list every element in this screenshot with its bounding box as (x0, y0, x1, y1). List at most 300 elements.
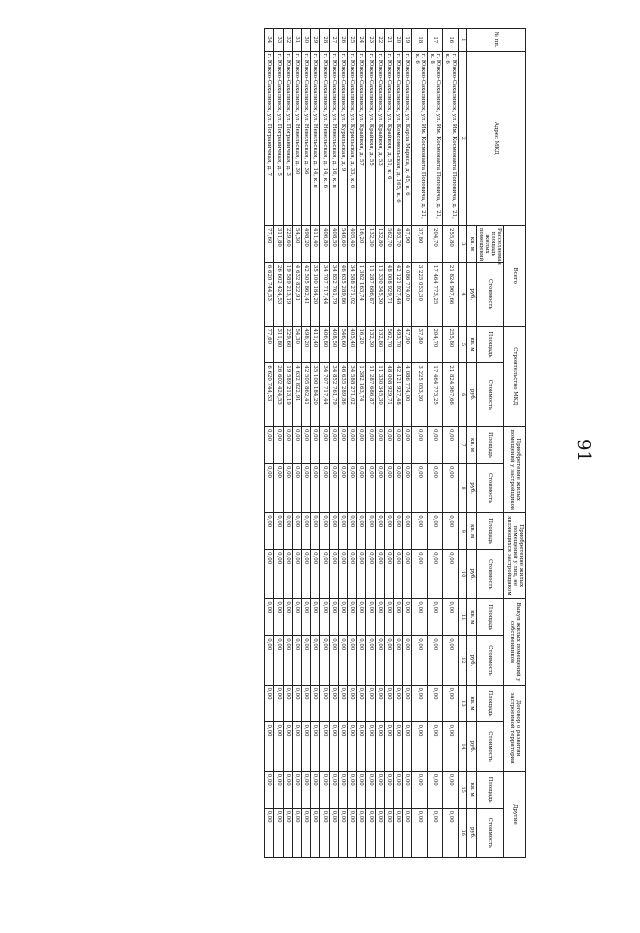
column-number: 4 (458, 262, 467, 326)
zero-value: 0,00 (384, 722, 393, 771)
zero-value: 0,00 (329, 808, 338, 857)
zero-value: 0,00 (338, 599, 347, 636)
table-row (443, 29, 458, 858)
zero-value: 0,00 (320, 722, 329, 771)
construction-area: 132,30 (366, 326, 375, 363)
header-other: Другие (504, 771, 526, 857)
zero-value: 0,00 (283, 550, 292, 599)
zero-value: 0,00 (320, 427, 329, 464)
zero-value: 0,00 (338, 771, 347, 808)
zero-value: 0,00 (394, 771, 403, 808)
header-cost: Стоимость (476, 808, 504, 857)
total-cost: 21 824 967,66 (443, 262, 458, 326)
construction-cost: 48 008 929,71 (384, 363, 393, 427)
zero-value: 0,00 (301, 685, 310, 722)
zero-value: 0,00 (357, 599, 366, 636)
zero-value: 0,00 (403, 685, 412, 722)
header-address: Адрес МКД (467, 51, 526, 225)
zero-value: 0,00 (375, 808, 384, 857)
column-number: 12 (458, 636, 467, 685)
total-area: 37,80 (412, 225, 427, 262)
construction-area: 204,70 (427, 326, 442, 363)
zero-value: 0,00 (274, 463, 283, 512)
zero-value: 0,00 (329, 771, 338, 808)
zero-value: 0,00 (384, 463, 393, 512)
table-row (311, 29, 320, 858)
total-area: 132,30 (366, 225, 375, 262)
construction-area: 54,30 (292, 326, 301, 363)
column-number-row (458, 29, 467, 858)
zero-value: 0,00 (311, 771, 320, 808)
row-number: 28 (320, 29, 329, 52)
construction-area: 132,80 (375, 326, 384, 363)
total-area: 311,80 (274, 225, 283, 262)
zero-value: 0,00 (301, 427, 310, 464)
column-number: 11 (458, 599, 467, 636)
zero-value: 0,00 (375, 685, 384, 722)
zero-value: 0,00 (412, 513, 427, 550)
zero-value: 0,00 (274, 771, 283, 808)
header-area: Площадь (476, 599, 504, 636)
header-resettled-area: Расселяемая площадь жилых помещений (476, 225, 504, 262)
total-area: 498,20 (301, 225, 310, 262)
construction-area: 562,70 (384, 326, 393, 363)
construction-cost: 11 330 345,30 (375, 363, 384, 427)
header-area: Площадь (476, 326, 504, 363)
zero-value: 0,00 (427, 771, 442, 808)
zero-value: 0,00 (274, 427, 283, 464)
zero-value: 0,00 (274, 722, 283, 771)
zero-value: 0,00 (283, 685, 292, 722)
column-number: 6 (458, 363, 467, 427)
construction-cost: 6 620 744,53 (265, 363, 274, 427)
zero-value: 0,00 (311, 808, 320, 857)
zero-value: 0,00 (292, 685, 301, 722)
column-number: 14 (458, 722, 467, 771)
column-number: 2 (458, 51, 467, 225)
total-area: 562,70 (384, 225, 393, 262)
row-number: 22 (375, 29, 384, 52)
header-cost: Стоимость (476, 463, 504, 512)
zero-value: 0,00 (329, 427, 338, 464)
column-number: 3 (458, 225, 467, 262)
construction-area: 493,70 (394, 326, 403, 363)
row-number: 17 (427, 29, 442, 52)
row-address: г. Южно-Сахалинск, ул. Им. Космонавта Поповича, д. 21, к. 8 (427, 51, 442, 225)
zero-value: 0,00 (265, 513, 274, 550)
zero-value: 0,00 (403, 808, 412, 857)
table-row (320, 29, 329, 858)
row-address: г. Южно-Сахалинск, ул. Невельская, д. 16, к. в (329, 51, 338, 225)
zero-value: 0,00 (338, 427, 347, 464)
construction-cost: 42 121 927,48 (394, 363, 403, 427)
zero-value: 0,00 (412, 463, 427, 512)
total-area: 408,50 (329, 225, 338, 262)
unit-cost: руб. (467, 463, 476, 512)
zero-value: 0,00 (301, 550, 310, 599)
construction-area: 311,80 (274, 326, 283, 363)
total-cost: 48 008 929,71 (384, 262, 393, 326)
header-area: Площадь (476, 513, 504, 550)
column-number: 8 (458, 463, 467, 512)
row-number: 24 (357, 29, 366, 52)
column-number: 9 (458, 513, 467, 550)
total-cost: 35 100 184,20 (311, 262, 320, 326)
zero-value: 0,00 (347, 722, 356, 771)
zero-value: 0,00 (427, 636, 442, 685)
row-number: 33 (274, 29, 283, 52)
zero-value: 0,00 (329, 463, 338, 512)
column-number: 10 (458, 550, 467, 599)
zero-value: 0,00 (366, 771, 375, 808)
construction-cost: 46 635 289,86 (338, 363, 347, 427)
zero-value: 0,00 (274, 599, 283, 636)
table-row (329, 29, 338, 858)
zero-value: 0,00 (311, 550, 320, 599)
unit-cost: руб. (467, 808, 476, 857)
zero-value: 0,00 (320, 550, 329, 599)
zero-value: 0,00 (375, 599, 384, 636)
zero-value: 0,00 (329, 513, 338, 550)
total-area: 405,40 (347, 225, 356, 262)
row-number: 27 (329, 29, 338, 52)
row-number: 31 (292, 29, 301, 52)
zero-value: 0,00 (292, 550, 301, 599)
zero-value: 0,00 (384, 513, 393, 550)
zero-value: 0,00 (311, 599, 320, 636)
zero-value: 0,00 (384, 685, 393, 722)
total-cost: 34 852 761,79 (329, 262, 338, 326)
row-address: г. Южно-Сахалинск, ул. Невельская, д. 14, к. в (311, 51, 320, 225)
unit-area: кв. м (467, 685, 476, 722)
construction-area: 411,40 (311, 326, 320, 363)
zero-value: 0,00 (292, 771, 301, 808)
unit-cost: руб. (467, 363, 476, 427)
zero-value: 0,00 (274, 550, 283, 599)
zero-value: 0,00 (301, 636, 310, 685)
zero-value: 0,00 (320, 685, 329, 722)
table-row (375, 29, 384, 858)
total-area: 77,60 (265, 225, 274, 262)
zero-value: 0,00 (292, 599, 301, 636)
zero-value: 0,00 (366, 685, 375, 722)
zero-value: 0,00 (394, 463, 403, 512)
table-row (292, 29, 301, 858)
table-row (283, 29, 292, 858)
zero-value: 0,00 (403, 463, 412, 512)
row-number: 26 (338, 29, 347, 52)
zero-value: 0,00 (292, 427, 301, 464)
zero-value: 0,00 (338, 550, 347, 599)
row-address: г. Южно-Сахалинск, ул. Пограничная, д. 7 (265, 51, 274, 225)
zero-value: 0,00 (357, 636, 366, 685)
row-address: г. Южно-Сахалинск, ул. Курильская, д. 33, к. 6 (347, 51, 356, 225)
zero-value: 0,00 (375, 550, 384, 599)
column-number: 13 (458, 685, 467, 722)
zero-value: 0,00 (366, 463, 375, 512)
zero-value: 0,00 (274, 808, 283, 857)
zero-value: 0,00 (283, 463, 292, 512)
zero-value: 0,00 (427, 808, 442, 857)
zero-value: 0,00 (301, 599, 310, 636)
zero-value: 0,00 (347, 550, 356, 599)
header-area: Площадь (476, 685, 504, 722)
zero-value: 0,00 (427, 427, 442, 464)
zero-value: 0,00 (311, 636, 320, 685)
table-row (274, 29, 283, 858)
zero-value: 0,00 (301, 463, 310, 512)
row-address: г. Южно-Сахалинск, ул. Комсомольская, д. 165, к. 6 (394, 51, 403, 225)
construction-cost: 4 632 822,91 (292, 363, 301, 427)
table-row (347, 29, 356, 858)
total-cost: 46 635 289,86 (338, 262, 347, 326)
total-area: 493,70 (394, 225, 403, 262)
zero-value: 0,00 (412, 771, 427, 808)
resettlement-table (264, 28, 526, 858)
zero-value: 0,00 (347, 513, 356, 550)
column-number: 15 (458, 771, 467, 808)
column-number: 1 (458, 29, 467, 52)
zero-value: 0,00 (311, 513, 320, 550)
zero-value: 0,00 (427, 513, 442, 550)
total-area: 132,80 (375, 225, 384, 262)
zero-value: 0,00 (265, 685, 274, 722)
zero-value: 0,00 (403, 550, 412, 599)
zero-value: 0,00 (347, 636, 356, 685)
table-row (394, 29, 403, 858)
unit-area: кв. м (467, 326, 476, 363)
zero-value: 0,00 (394, 550, 403, 599)
row-address: г. Южно-Сахалинск, ул. Крайняя, д. 57 (357, 51, 366, 225)
total-area: 16,20 (357, 225, 366, 262)
row-number: 19 (403, 29, 412, 52)
row-address: г. Южно-Сахалинск, ул. Пограничная, д. 5 (274, 51, 283, 225)
construction-cost: 19 589 213,19 (283, 363, 292, 427)
row-address: г. Южно-Сахалинск, ул. Невельская, д. 36 (301, 51, 310, 225)
zero-value: 0,00 (301, 771, 310, 808)
zero-value: 0,00 (403, 513, 412, 550)
zero-value: 0,00 (394, 636, 403, 685)
total-cost: 42 505 862,41 (301, 262, 310, 326)
zero-value: 0,00 (366, 513, 375, 550)
row-number: 29 (311, 29, 320, 52)
zero-value: 0,00 (357, 463, 366, 512)
rotated-table-sheet (36, 28, 526, 933)
zero-value: 0,00 (394, 808, 403, 857)
construction-cost: 3 225 053,30 (412, 363, 427, 427)
construction-cost: 1 382 163,74 (357, 363, 366, 427)
zero-value: 0,00 (338, 636, 347, 685)
zero-value: 0,00 (403, 771, 412, 808)
construction-area: 255,80 (443, 326, 458, 363)
zero-value: 0,00 (320, 463, 329, 512)
zero-value: 0,00 (320, 636, 329, 685)
zero-value: 0,00 (375, 427, 384, 464)
zero-value: 0,00 (403, 722, 412, 771)
zero-value: 0,00 (311, 463, 320, 512)
construction-cost: 34 588 271,02 (347, 363, 356, 427)
construction-area: 16,20 (357, 326, 366, 363)
row-number: 23 (366, 29, 375, 52)
row-number: 34 (265, 29, 274, 52)
zero-value: 0,00 (338, 685, 347, 722)
total-cost: 4 086 774,00 (403, 262, 412, 326)
zero-value: 0,00 (301, 722, 310, 771)
zero-value: 0,00 (265, 722, 274, 771)
total-cost: 1 382 163,74 (357, 262, 366, 326)
zero-value: 0,00 (320, 599, 329, 636)
total-cost: 11 330 345,30 (375, 262, 384, 326)
zero-value: 0,00 (384, 427, 393, 464)
zero-value: 0,00 (301, 513, 310, 550)
total-area: 229,60 (283, 225, 292, 262)
construction-cost: 26 602 424,53 (274, 363, 283, 427)
total-area: 54,30 (292, 225, 301, 262)
zero-value: 0,00 (338, 722, 347, 771)
row-address: г. Южно-Сахалинск, ул. Им. Космонавта Поповича, д. 21, к. 6 (443, 51, 458, 225)
zero-value: 0,00 (347, 463, 356, 512)
column-number: 7 (458, 427, 467, 464)
zero-value: 0,00 (366, 722, 375, 771)
construction-area: 546,60 (338, 326, 347, 363)
unit-area: кв. м (467, 599, 476, 636)
unit-area: кв. м (467, 225, 476, 262)
zero-value: 0,00 (384, 771, 393, 808)
zero-value: 0,00 (265, 427, 274, 464)
total-area: 406,80 (320, 225, 329, 262)
zero-value: 0,00 (427, 463, 442, 512)
zero-value: 0,00 (283, 599, 292, 636)
page-number: 91 (572, 439, 594, 462)
row-address: г. Южно-Сахалинск, ул. Курильская, д. 9 (338, 51, 347, 225)
construction-cost: 11 287 686,87 (366, 363, 375, 427)
total-area: 546,60 (338, 225, 347, 262)
zero-value: 0,00 (338, 513, 347, 550)
zero-value: 0,00 (443, 550, 458, 599)
row-address: г. Южно-Сахалинск, ул. Карла Маркса, д. 45, к. 6 (403, 51, 412, 225)
table-row (384, 29, 393, 858)
zero-value: 0,00 (403, 599, 412, 636)
zero-value: 0,00 (301, 808, 310, 857)
zero-value: 0,00 (443, 636, 458, 685)
zero-value: 0,00 (292, 808, 301, 857)
total-area: 47,90 (403, 225, 412, 262)
row-address: г. Южно-Сахалинск, ул. Крайняя, д. 51, к. 6 (384, 51, 393, 225)
header-acq-developers: Приобретение жилых помещений у застройщиков (504, 427, 526, 513)
zero-value: 0,00 (292, 513, 301, 550)
row-number: 16 (443, 29, 458, 52)
zero-value: 0,00 (403, 636, 412, 685)
zero-value: 0,00 (366, 427, 375, 464)
zero-value: 0,00 (427, 722, 442, 771)
total-cost: 4 632 822,91 (292, 262, 301, 326)
zero-value: 0,00 (394, 427, 403, 464)
zero-value: 0,00 (347, 771, 356, 808)
unit-area: кв. м (467, 427, 476, 464)
zero-value: 0,00 (274, 636, 283, 685)
header-no: № пп. (467, 29, 526, 52)
table-row (403, 29, 412, 858)
header-buyout: Выкуп жилых помещений у собственников (504, 599, 526, 685)
unit-area: кв. м (467, 513, 476, 550)
zero-value: 0,00 (375, 513, 384, 550)
total-area: 204,70 (427, 225, 442, 262)
unit-area: кв. м (467, 771, 476, 808)
construction-area: 406,80 (320, 326, 329, 363)
total-cost: 26 602 424,53 (274, 262, 283, 326)
zero-value: 0,00 (403, 427, 412, 464)
construction-cost: 35 100 184,20 (311, 363, 320, 427)
zero-value: 0,00 (375, 463, 384, 512)
zero-value: 0,00 (329, 636, 338, 685)
zero-value: 0,00 (347, 599, 356, 636)
zero-value: 0,00 (347, 808, 356, 857)
zero-value: 0,00 (443, 771, 458, 808)
construction-cost: 17 464 773,25 (427, 363, 442, 427)
zero-value: 0,00 (283, 513, 292, 550)
zero-value: 0,00 (366, 599, 375, 636)
header-acq-not-developers: Приобретение жилых помещений у лиц, не являющихся застройщиком (504, 513, 526, 599)
zero-value: 0,00 (338, 808, 347, 857)
zero-value: 0,00 (394, 722, 403, 771)
zero-value: 0,00 (366, 636, 375, 685)
row-number: 20 (394, 29, 403, 52)
header-cost: Стоимость (476, 550, 504, 599)
total-cost: 11 287 686,87 (366, 262, 375, 326)
zero-value: 0,00 (384, 636, 393, 685)
zero-value: 0,00 (375, 771, 384, 808)
zero-value: 0,00 (412, 685, 427, 722)
row-number: 21 (384, 29, 393, 52)
zero-value: 0,00 (412, 722, 427, 771)
zero-value: 0,00 (283, 427, 292, 464)
zero-value: 0,00 (265, 771, 274, 808)
total-cost: 3 225 053,30 (412, 262, 427, 326)
total-cost: 34 588 271,02 (347, 262, 356, 326)
unit-cost: руб. (467, 722, 476, 771)
zero-value: 0,00 (320, 808, 329, 857)
table-body (265, 29, 458, 858)
unit-cost: руб. (467, 550, 476, 599)
zero-value: 0,00 (357, 550, 366, 599)
header-cost: Стоимость (476, 363, 504, 427)
zero-value: 0,00 (443, 808, 458, 857)
construction-cost: 34 707 717,44 (320, 363, 329, 427)
zero-value: 0,00 (443, 427, 458, 464)
construction-area: 37,80 (412, 326, 427, 363)
column-number: 5 (458, 326, 467, 363)
zero-value: 0,00 (412, 550, 427, 599)
construction-cost: 4 086 774,00 (403, 363, 412, 427)
table-row (412, 29, 427, 858)
zero-value: 0,00 (394, 513, 403, 550)
zero-value: 0,00 (329, 599, 338, 636)
construction-cost: 42 505 862,41 (301, 363, 310, 427)
construction-area: 405,40 (347, 326, 356, 363)
zero-value: 0,00 (283, 722, 292, 771)
row-address: г. Южно-Сахалинск, ул. Невельская, д. 14, к. 6 (320, 51, 329, 225)
zero-value: 0,00 (357, 427, 366, 464)
zero-value: 0,00 (427, 685, 442, 722)
row-address: г. Южно-Сахалинск, ул. Пограничная, д. 3 (283, 51, 292, 225)
zero-value: 0,00 (443, 599, 458, 636)
header-area: Площадь (476, 771, 504, 808)
zero-value: 0,00 (443, 685, 458, 722)
zero-value: 0,00 (338, 463, 347, 512)
zero-value: 0,00 (412, 427, 427, 464)
header-cost: Стоимость (476, 636, 504, 685)
zero-value: 0,00 (274, 513, 283, 550)
